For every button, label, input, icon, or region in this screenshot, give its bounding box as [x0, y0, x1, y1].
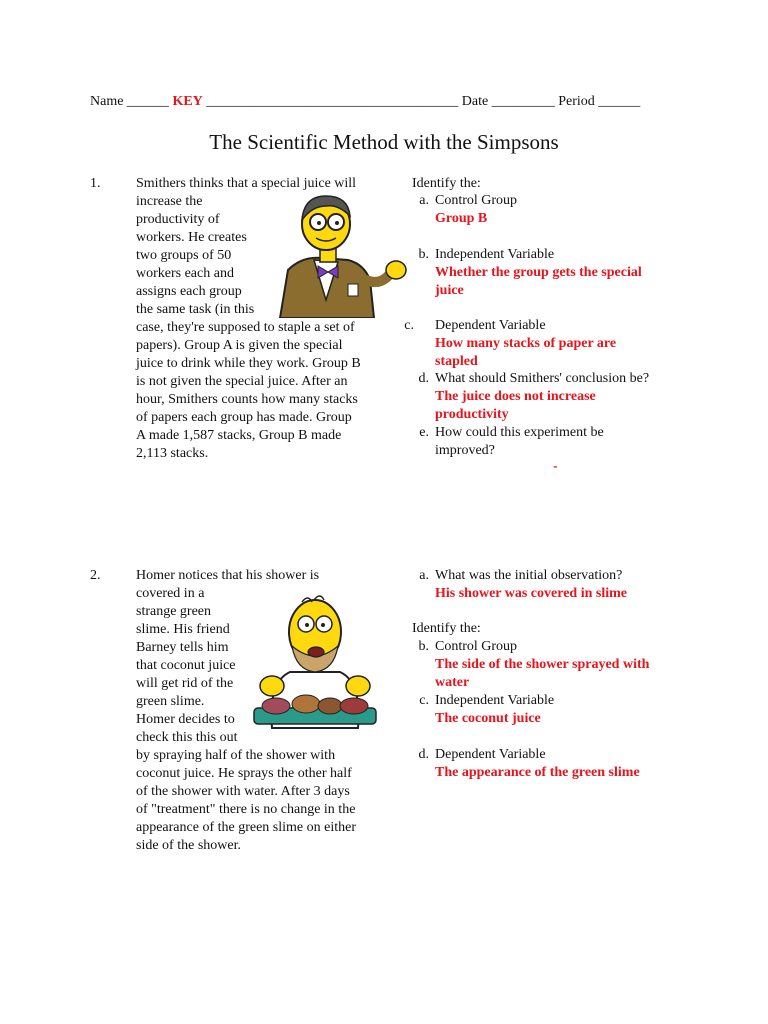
- smithers-illustration-icon: [262, 190, 410, 318]
- q2-c-text: Independent Variable: [435, 693, 555, 708]
- q1-item-e: [405, 424, 725, 484]
- q1-c-text: Dependent Variable: [435, 318, 546, 333]
- q1-d-letter: d.: [418, 371, 429, 386]
- q1-b-answer: Whether the group gets the special juice: [435, 265, 642, 298]
- q1-identify: Identify the:: [412, 176, 481, 191]
- q2-item-a: [405, 567, 725, 607]
- q2-item-b: [405, 638, 725, 698]
- q1-item-a: [405, 192, 705, 232]
- q2-c-answer: The coconut juice: [435, 711, 541, 726]
- q2-a-answer: His shower was covered in slime: [435, 586, 627, 601]
- q2-number: 2.: [90, 568, 101, 583]
- q1-e-letter: e.: [419, 425, 429, 440]
- q2-b-letter: b.: [418, 639, 429, 654]
- q2-d-text: Dependent Variable: [435, 747, 546, 762]
- homer-illustration-icon: [250, 590, 380, 732]
- q1-b-letter: b.: [418, 247, 429, 262]
- q1-b-text: Independent Variable: [435, 247, 555, 262]
- q2-a-text: What was the initial observation?: [435, 568, 623, 583]
- page-title: The Scientific Method with the Simpsons: [209, 130, 559, 154]
- q1-a-text: Control Group: [435, 193, 518, 208]
- header-rest: ____________________________________ Date _________ Period ______: [202, 94, 641, 109]
- q1-c-answer: How many stacks of paper are stapled: [435, 336, 617, 369]
- q1-a-letter: a.: [419, 193, 429, 208]
- q2-c-letter: c.: [419, 693, 429, 708]
- q1-number: 1.: [90, 176, 101, 191]
- q2-item-c: [405, 692, 725, 732]
- q2-b-text: Control Group: [435, 639, 518, 654]
- header-line: [90, 93, 690, 111]
- q1-item-b: [405, 246, 705, 306]
- q1-item-c: [390, 317, 710, 377]
- q2-d-letter: d.: [418, 747, 429, 762]
- q1-c-letter: c.: [404, 318, 414, 333]
- name-label: Name ______: [90, 94, 173, 109]
- q1-d-text: What should Smithers' conclusion be?: [435, 371, 650, 386]
- q1-e-answer: -: [553, 459, 558, 474]
- q1-item-d: [405, 370, 725, 430]
- q2-d-answer: The appearance of the green slime: [435, 765, 640, 780]
- key-label: KEY: [172, 94, 203, 109]
- q2-a-letter: a.: [419, 568, 429, 583]
- q2-item-d: [405, 746, 725, 786]
- q1-paragraph: Smithers thinks that a special juice will increase the productivity of workers. He creates two groups of 50 workers each and assigns each group the same task (in this case, they're supposed to staple a set of papers). Group A is given the special juice to drink while they work. Group B is not given the special juice. After an hour, Smithers counts how many stacks of papers each group has made. Group A made 1,587 stacks, Group B made 2,113 stacks.: [136, 176, 361, 461]
- q1-a-answer: Group B: [435, 211, 488, 226]
- q2-paragraph: Homer notices that his shower is covered in a strange green slime. His friend Barney tells him that coconut juice will get rid of the green slime. Homer decides to check this this out by spraying half of the shower with coconut juice. He sprays the other half of the shower with water. After 3 days of "treatment" there is no change in the appearance of the green slime on either side of the shower.: [136, 568, 357, 853]
- q2-identify: Identify the:: [412, 621, 481, 636]
- q1-d-answer: The juice does not increase productivity: [435, 389, 596, 422]
- q2-b-answer: The side of the shower sprayed with water: [435, 657, 650, 690]
- q1-e-text: How could this experiment be improved?: [435, 425, 604, 458]
